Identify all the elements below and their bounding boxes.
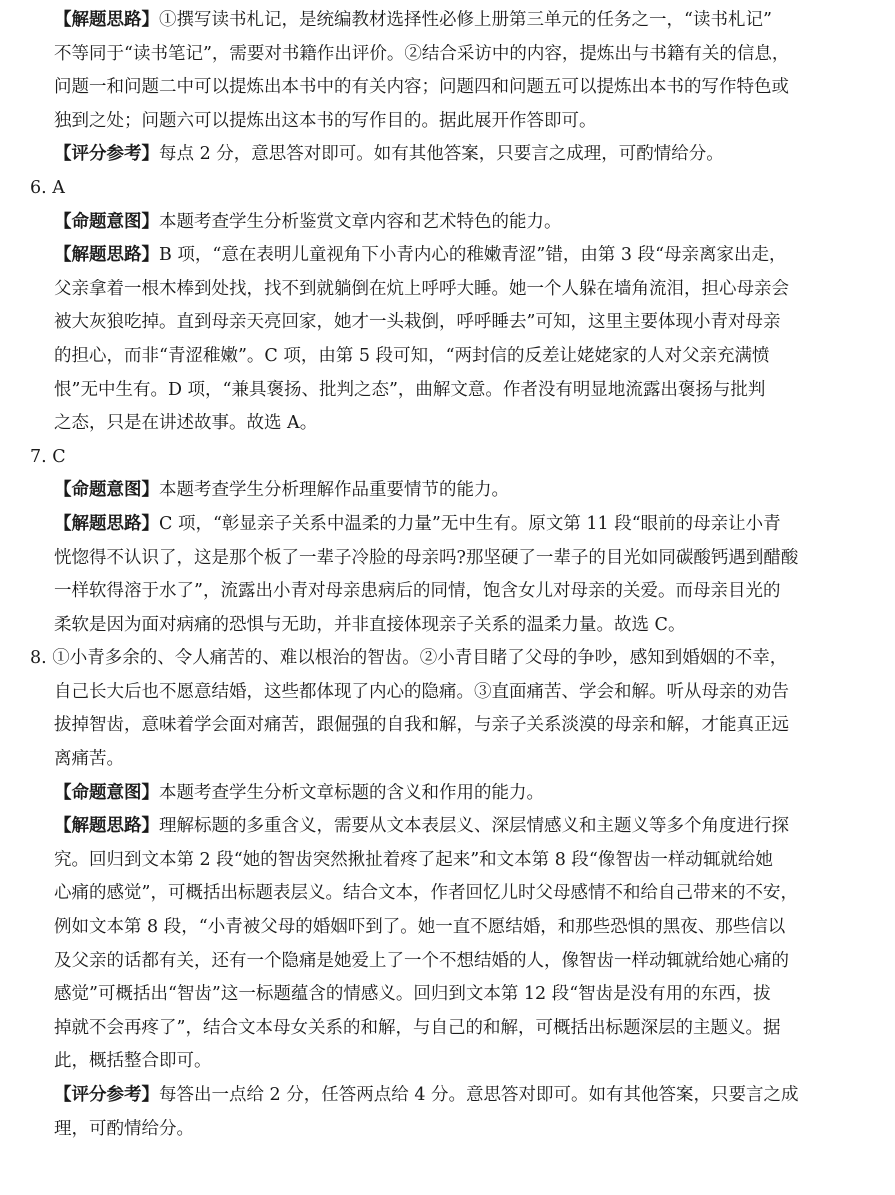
tagged-paragraph — [30, 239, 865, 441]
text-line: 此，概括整合即可。 — [54, 1051, 212, 1072]
text-line: 究。回归到文本第 2 段“她的智齿突然揪扯着疼了起来”和文本第 8 段“像智齿一样动辄就给她 — [54, 849, 773, 870]
text-line: 离痛苦。 — [54, 749, 124, 770]
tagged-paragraph — [30, 138, 865, 172]
section-tag: 【解题思路】 — [54, 245, 159, 266]
text-line: 拔掉智齿，意味着学会面对痛苦，跟倔强的自我和解，与亲子关系淡漠的母亲和解，才能真正远 — [54, 715, 789, 736]
text-line: 被大灰狼吃掉。直到母亲天亮回家，她才一头栽倒，呼呼睡去”可知，这里主要体现小青对母亲 — [54, 312, 781, 333]
text-line: 恨”无中生有。D 项，“兼具褒扬、批判之态”，曲解文意。作者没有明显地流露出褒扬与批判 — [54, 379, 766, 400]
section-tag: 【解题思路】 — [54, 10, 159, 30]
text-line: 恍惚得不认识了，这是那个板了一辈子冷脸的母亲吗?那坚硬了一辈子的目光如同碳酸钙遇到醋酸 — [54, 547, 799, 568]
text-line: C 项，“彰显亲子关系中温柔的力量”无中生有。原文第 11 段“眼前的母亲让小青 — [159, 513, 781, 534]
text-line: 每点 2 分，意思答对即可。如有其他答案，只要言之成理，可酌情给分。 — [159, 144, 724, 165]
text-line: 柔软是因为面对病痛的恐惧与无助，并非直接体现亲子关系的温柔力量。故选 C。 — [54, 614, 686, 635]
text-line: 自己长大后也不愿意结婚，这些都体现了内心的隐痛。③直面痛苦、学会和解。听从母亲的劝告 — [54, 681, 789, 702]
section-tag: 【评分参考】 — [54, 144, 159, 165]
text-line: 例如文本第 8 段，“小青被父母的婚姻吓到了。她一直不愿结婚，和那些恐惧的黑夜、那些信以 — [54, 917, 786, 938]
section-tag: 【解题思路】 — [54, 816, 159, 837]
text-line: 及父亲的话都有关，还有一个隐痛是她爱上了一个不想结婚的人，像智齿一样动辄就给她心痛的 — [54, 950, 789, 971]
answer-paragraph — [30, 642, 865, 776]
text-line: 之态，只是在讲述故事。故选 A。 — [54, 413, 318, 434]
text-line: 8. ①小青多余的、令人痛苦的、难以根治的智齿。②小青目睹了父母的争吵，感知到婚姻的不幸， — [30, 648, 788, 669]
text-line: ①撰写读书札记，是统编教材选择性必修上册第三单元的任务之一，“读书札记” — [159, 10, 772, 30]
tagged-paragraph — [30, 508, 865, 642]
tagged-paragraph — [30, 1079, 865, 1146]
text-line: 本题考查学生分析文章标题的含义和作用的能力。 — [159, 782, 544, 803]
section-tag: 【评分参考】 — [54, 1085, 159, 1105]
answer-text: 7. C — [30, 446, 66, 467]
text-line: 掉就不会再疼了”，结合文本母女关系的和解，与自己的和解，可概括出标题深层的主题义。据 — [54, 1017, 781, 1038]
answer-line — [30, 441, 865, 475]
text-line: 本题考查学生分析鉴赏文章内容和艺术特色的能力。 — [159, 211, 562, 232]
tagged-paragraph — [30, 4, 865, 138]
text-line: 一样软得溶于水了”，流露出小青对母亲患病后的同情，饱含女儿对母亲的关爱。而母亲目光的 — [54, 581, 781, 602]
answer-line — [30, 172, 865, 206]
section-tag: 【解题思路】 — [54, 513, 159, 534]
text-line: 问题一和问题二中可以提炼出本书中的有关内容；问题四和问题五可以提炼出本书的写作特色或 — [54, 77, 789, 98]
answer-text: 6. A — [30, 177, 65, 198]
text-line: 独到之处；问题六可以提炼出这本书的写作目的。据此展开作答即可。 — [54, 110, 597, 131]
section-tag: 【命题意图】 — [54, 782, 159, 803]
section-tag: 【命题意图】 — [54, 211, 159, 232]
text-line: 心痛的感觉”，可概括出标题表层义。结合文本，作者回忆儿时父母感情不和给自己带来的不安， — [54, 883, 798, 904]
tagged-paragraph — [30, 206, 865, 240]
text-line: 理，可酌情给分。 — [54, 1118, 194, 1139]
text-line: 父亲拿着一根木棒到处找，找不到就躺倒在炕上呼呼大睡。她一个人躲在墙角流泪，担心母亲会 — [54, 278, 789, 299]
section-tag: 【命题意图】 — [54, 480, 159, 501]
text-line: 本题考查学生分析理解作品重要情节的能力。 — [159, 480, 509, 501]
tagged-paragraph — [30, 474, 865, 508]
text-line: 感觉”可概括出“智齿”这一标题蕴含的情感义。回归到文本第 12 段“智齿是没有用的东西，拔 — [54, 984, 771, 1005]
text-line: 的担心，而非“青涩稚嫩”。C 项，由第 5 段可知，“两封信的反差让姥姥家的人对父亲充满愤 — [54, 345, 770, 366]
text-line: 不等同于“读书笔记”，需要对书籍作出评价。②结合采访中的内容，提炼出与书籍有关的信息， — [54, 43, 790, 64]
text-line: 每答出一点给 2 分，任答两点给 4 分。意思答对即可。如有其他答案，只要言之成 — [159, 1085, 799, 1105]
text-line: B 项，“意在表明儿童视角下小青内心的稚嫩青涩”错，由第 3 段“母亲离家出走， — [159, 245, 787, 266]
text-line: 理解标题的多重含义，需要从文本表层义、深层情感义和主题义等多个角度进行探 — [159, 816, 789, 837]
tagged-paragraph — [30, 810, 865, 1079]
tagged-paragraph — [30, 777, 865, 811]
